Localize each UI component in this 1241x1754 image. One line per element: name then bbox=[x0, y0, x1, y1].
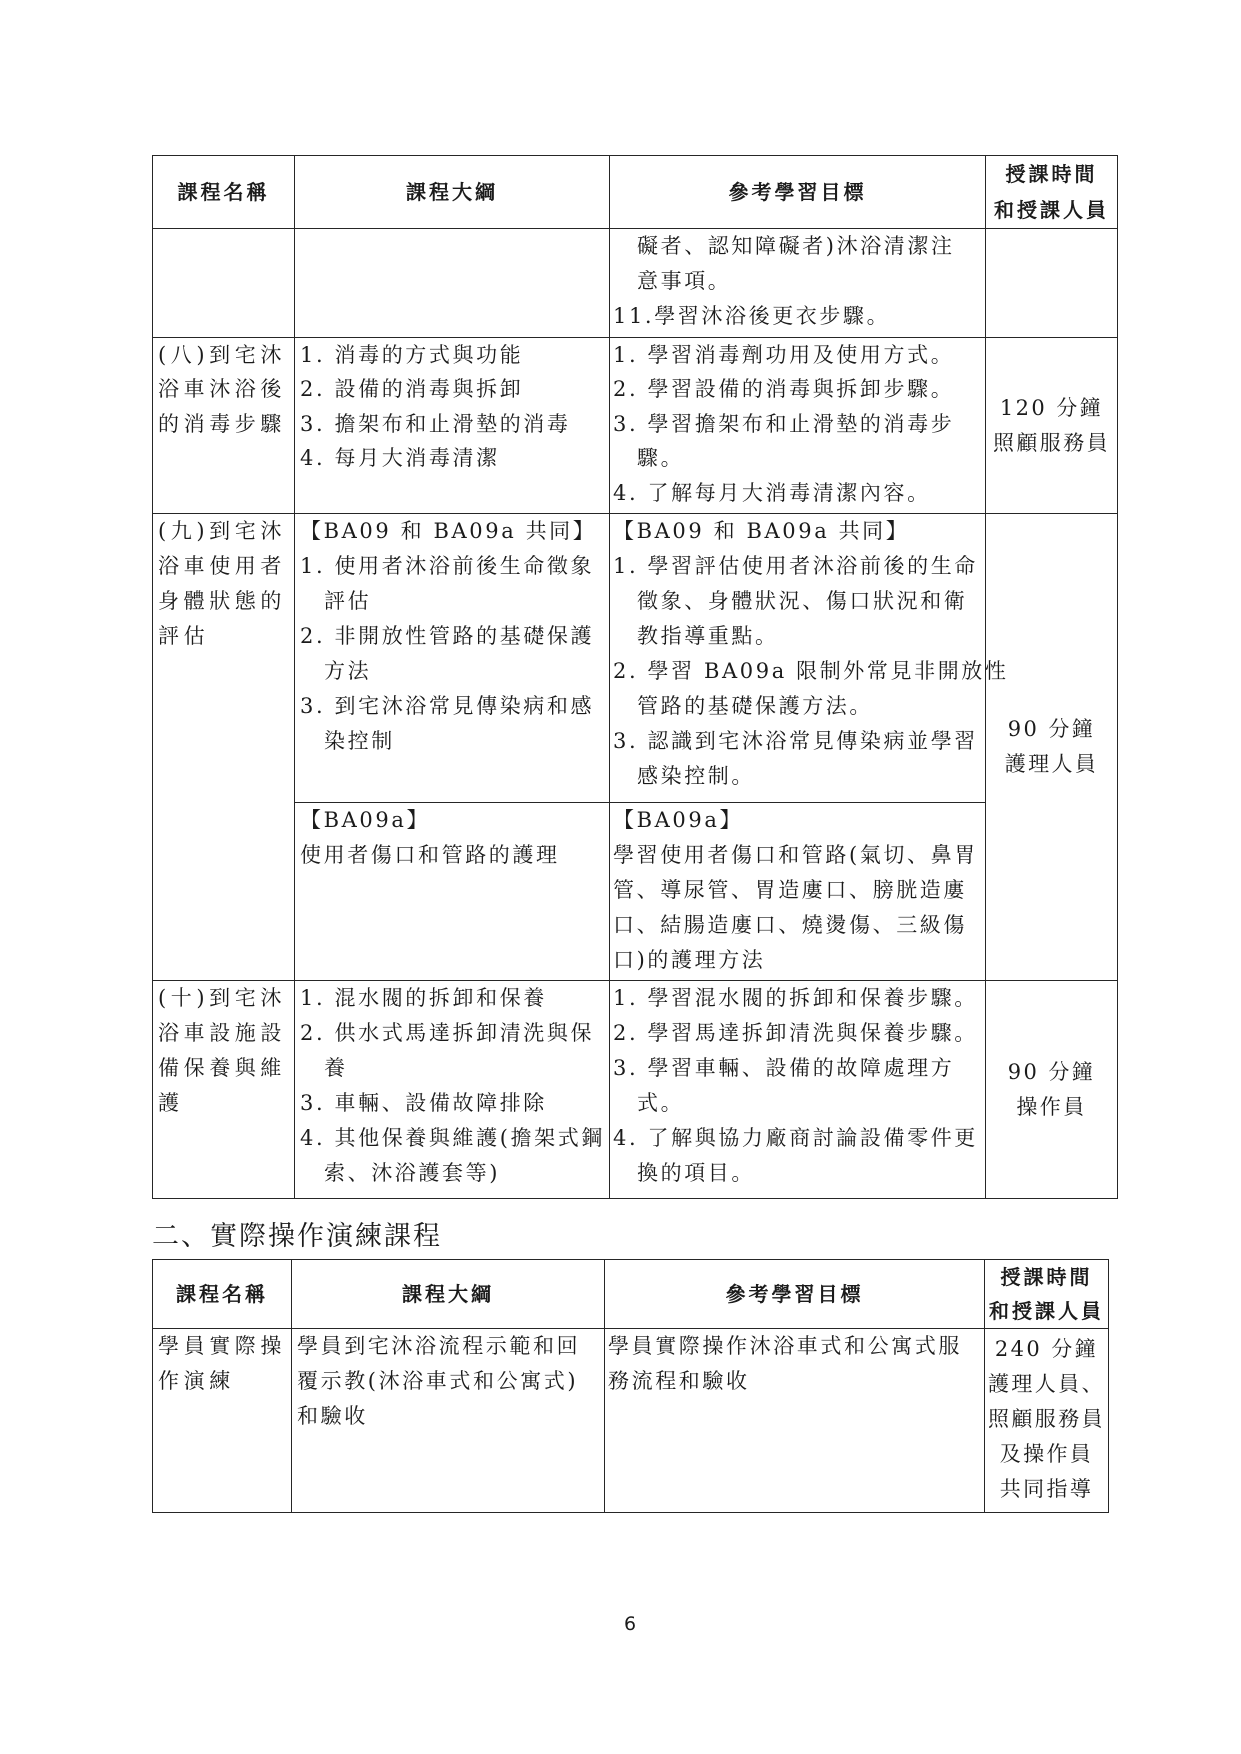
outline-cell bbox=[295, 803, 610, 981]
objective-line: 4. 了解每月大消毒清潔內容。 bbox=[613, 480, 931, 505]
course-name-cell bbox=[153, 514, 295, 981]
header-course-name: 課程名稱 bbox=[153, 1260, 292, 1329]
objective-line: 管路的基礎保護方法。 bbox=[637, 694, 873, 718]
course-name-cell bbox=[153, 338, 295, 514]
course-name-line: 作演練 bbox=[158, 1369, 235, 1393]
time-staff-line: 共同指導 bbox=[999, 1477, 1094, 1501]
objective-line: 口、結腸造廔口、燒燙傷、三級傷 bbox=[613, 913, 967, 937]
header-time-line: 授課時間 bbox=[1000, 1265, 1093, 1289]
outline-line: 4. 每月大消毒清潔 bbox=[300, 446, 500, 471]
course-name-cell bbox=[153, 1329, 292, 1513]
outline-cell bbox=[295, 338, 610, 514]
course-name-cell bbox=[153, 981, 295, 1199]
objective-line: 感染控制。 bbox=[637, 764, 755, 788]
outline-line: 3. 擔架布和止滑墊的消毒 bbox=[300, 411, 571, 436]
objective-line: 教指導重點。 bbox=[637, 624, 779, 648]
table-row bbox=[153, 514, 1118, 803]
objective-line: 11.學習沐浴後更衣步驟。 bbox=[613, 304, 891, 328]
header-objectives: 參考學習目標 bbox=[610, 156, 986, 229]
objectives-cell bbox=[610, 803, 986, 981]
time-staff-line: 90 分鐘 bbox=[1007, 717, 1096, 741]
course-name-line: 學員實際操 bbox=[158, 1334, 286, 1358]
header-row bbox=[153, 156, 1118, 229]
outline-line: 養 bbox=[324, 1056, 348, 1080]
course-name-line: 浴車設施設 bbox=[158, 1021, 286, 1045]
course-name-line: 身體狀態的 bbox=[158, 589, 286, 613]
outline-line: 【BA09 和 BA09a 共同】 bbox=[300, 519, 597, 543]
outline-cell bbox=[295, 229, 610, 338]
objective-line: 1. 學習消毒劑功用及使用方式。 bbox=[613, 343, 955, 367]
table-row bbox=[153, 229, 1118, 338]
outline-line: 索、沐浴護套等) bbox=[324, 1161, 500, 1185]
time-staff-line: 照顧服務員 bbox=[988, 1407, 1105, 1431]
objective-line: 【BA09 和 BA09a 共同】 bbox=[613, 519, 910, 543]
practice-table bbox=[152, 1259, 1109, 1513]
time-staff-cell bbox=[986, 981, 1118, 1199]
time-staff-line: 護理人員 bbox=[1004, 752, 1099, 776]
objective-line: 學員實際操作沐浴車式和公寓式服 bbox=[608, 1334, 962, 1358]
objective-line: 2. 學習 BA09a 限制外常見非開放性 bbox=[613, 659, 1009, 683]
outline-line: 使用者傷口和管路的護理 bbox=[300, 843, 560, 867]
course-name-line: 評估 bbox=[158, 624, 210, 648]
header-time-staff bbox=[986, 156, 1118, 229]
objective-line: 口)的護理方法 bbox=[613, 948, 766, 972]
outline-line: 評估 bbox=[324, 589, 372, 613]
time-staff-line: 90 分鐘 bbox=[1007, 1059, 1096, 1084]
time-staff-line: 及操作員 bbox=[999, 1442, 1094, 1466]
objective-line: 學習使用者傷口和管路(氣切、鼻胃 bbox=[613, 843, 978, 867]
outline-cell bbox=[292, 1329, 605, 1513]
course-name-line: (八)到宅沐 bbox=[158, 343, 286, 367]
page-number: 6 bbox=[624, 1613, 637, 1635]
objective-line: 【BA09a】 bbox=[613, 808, 744, 832]
course-name-line: 浴車使用者 bbox=[158, 554, 286, 578]
outline-line: 和驗收 bbox=[297, 1404, 368, 1428]
outline-line: 2. 供水式馬達拆卸清洗與保 bbox=[300, 1021, 595, 1045]
header-time-staff bbox=[985, 1260, 1109, 1329]
objectives-cell bbox=[610, 229, 986, 338]
header-outline: 課程大綱 bbox=[292, 1260, 605, 1329]
time-staff-cell bbox=[986, 514, 1118, 981]
outline-line: 3. 到宅沐浴常見傳染病和感 bbox=[300, 694, 595, 718]
outline-line: 1. 混水閥的拆卸和保養 bbox=[300, 986, 547, 1010]
outline-line: 2. 設備的消毒與拆卸 bbox=[300, 377, 524, 402]
time-staff-line: 240 分鐘 bbox=[994, 1337, 1099, 1361]
objective-line: 2. 學習設備的消毒與拆卸步驟。 bbox=[613, 377, 955, 402]
objective-line: 驟。 bbox=[637, 446, 685, 471]
objective-line: 3. 學習車輛、設備的故障處理方 bbox=[613, 1056, 955, 1080]
objectives-cell bbox=[605, 1329, 985, 1513]
time-staff-cell bbox=[985, 1329, 1109, 1513]
section-heading: 二、實際操作演練課程 bbox=[152, 1221, 442, 1252]
objective-line: 換的項目。 bbox=[637, 1161, 755, 1185]
outline-line: 【BA09a】 bbox=[300, 808, 431, 832]
time-staff-line: 120 分鐘 bbox=[999, 396, 1104, 421]
objective-line: 4. 了解與協力廠商討論設備零件更 bbox=[613, 1126, 978, 1150]
outline-line: 2. 非開放性管路的基礎保護 bbox=[300, 624, 595, 648]
course-name-line: 護 bbox=[158, 1091, 184, 1115]
objective-line: 式。 bbox=[637, 1091, 685, 1115]
outline-line: 1. 使用者沐浴前後生命徵象 bbox=[300, 554, 595, 578]
objectives-cell bbox=[610, 514, 1009, 803]
objective-line: 1. 學習評估使用者沐浴前後的生命 bbox=[613, 554, 978, 578]
objective-line: 1. 學習混水閥的拆卸和保養步驟。 bbox=[613, 986, 978, 1010]
header-time-line: 和授課人員 bbox=[989, 1299, 1104, 1323]
course-name-line: (十)到宅沐 bbox=[158, 986, 286, 1010]
objective-line: 3. 認識到宅沐浴常見傳染病並學習 bbox=[613, 729, 978, 753]
outline-cell bbox=[295, 514, 610, 803]
objective-line: 3. 學習擔架布和止滑墊的消毒步 bbox=[613, 411, 955, 436]
outline-cell bbox=[295, 981, 610, 1199]
header-time-line: 授課時間 bbox=[1005, 162, 1098, 186]
objective-line: 務流程和驗收 bbox=[608, 1369, 750, 1393]
outline-line: 4. 其他保養與維護(擔架式鋼 bbox=[300, 1126, 605, 1150]
outline-line: 染控制 bbox=[324, 729, 395, 753]
header-course-name: 課程名稱 bbox=[153, 156, 295, 229]
outline-line: 3. 車輛、設備故障排除 bbox=[300, 1091, 547, 1115]
header-row bbox=[153, 1260, 1109, 1329]
course-name-line: 浴車沐浴後 bbox=[158, 377, 286, 402]
time-staff-cell bbox=[986, 338, 1118, 514]
objective-line: 礙者、認知障礙者)沐浴清潔注 bbox=[637, 234, 955, 258]
header-outline: 課程大綱 bbox=[295, 156, 610, 229]
outline-line: 1. 消毒的方式與功能 bbox=[300, 343, 524, 367]
outline-line: 覆示教(沐浴車式和公寓式) bbox=[297, 1369, 579, 1393]
course-name-cell bbox=[153, 229, 295, 338]
time-staff-cell bbox=[986, 229, 1118, 338]
objective-line: 管、導尿管、胃造廔口、膀胱造廔 bbox=[613, 878, 967, 902]
table-row bbox=[153, 981, 1118, 1199]
header-objectives: 參考學習目標 bbox=[605, 1260, 985, 1329]
course-name-line: 的消毒步驟 bbox=[158, 411, 286, 436]
time-staff-line: 操作員 bbox=[1016, 1094, 1087, 1119]
outline-line: 學員到宅沐浴流程示範和回 bbox=[297, 1334, 581, 1358]
objective-line: 意事項。 bbox=[637, 269, 732, 293]
table-row bbox=[153, 803, 1118, 981]
header-time-line: 和授課人員 bbox=[994, 198, 1109, 222]
objective-line: 徵象、身體狀況、傷口狀況和衛 bbox=[637, 589, 968, 613]
course-table bbox=[152, 155, 1118, 1199]
time-staff-line: 照顧服務員 bbox=[993, 430, 1110, 455]
table-row bbox=[153, 1329, 1109, 1513]
table-row bbox=[153, 338, 1118, 514]
time-staff-line: 護理人員、 bbox=[988, 1372, 1105, 1396]
objective-line: 2. 學習馬達拆卸清洗與保養步驟。 bbox=[613, 1021, 978, 1045]
objectives-cell bbox=[610, 981, 986, 1199]
course-name-line: (九)到宅沐 bbox=[158, 519, 286, 543]
course-name-line: 備保養與維 bbox=[158, 1056, 286, 1080]
objectives-cell bbox=[610, 338, 986, 514]
outline-line: 方法 bbox=[324, 659, 372, 683]
